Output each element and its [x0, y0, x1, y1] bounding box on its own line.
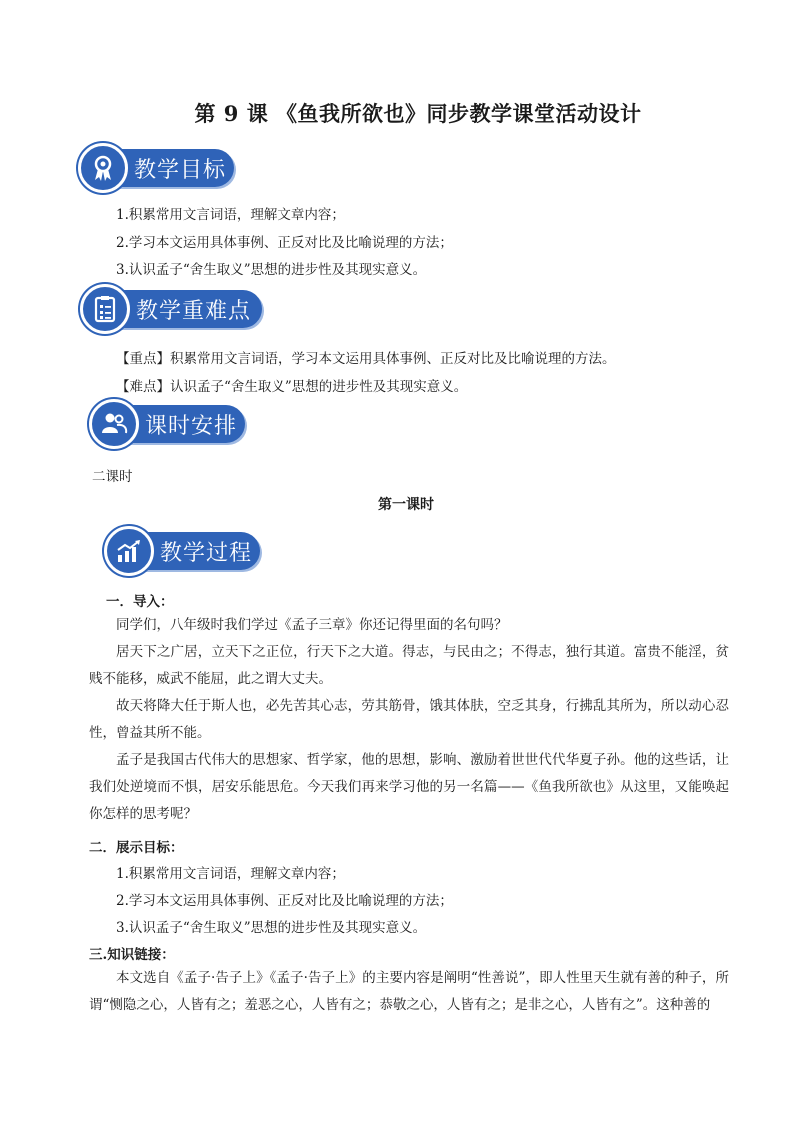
step2-item-2: 2.学习本文运用具体事例、正反对比及比喻说理的方法； [116, 893, 453, 909]
step2-item-3: 3.认识孟子“舍生取义”思想的进步性及其现实意义。 [116, 920, 427, 936]
page-title: 第 9 课 《鱼我所欲也》同步教学课堂活动设计 [194, 101, 642, 126]
goals-heading: 教学目标 [134, 157, 227, 183]
step1-paragraph-4: 孟子是我国古代伟大的思想家、哲学家，他的思想，影响、激励着世世代代华夏子孙。他的这些话，让我们处逆境而不惧，居安乐能思危。今天我们再来学习他的另一名篇——《鱼我所欲也》从这里，又能唤起你怎样的思考呢？ [89, 752, 729, 822]
schedule-text: 二课时 [92, 469, 133, 485]
step3-heading: 三.知识链接： [89, 947, 175, 963]
growth-chart-icon [104, 526, 154, 576]
goal-item-1: 1.积累常用文言词语，理解文章内容； [116, 207, 345, 223]
schedule-heading: 课时安排 [145, 413, 238, 439]
step1-paragraph-2: 居天下之广居，立天下之正位，行天下之大道。得志，与民由之；不得志，独行其道。富贵不能淫，贫贱不能移，威武不能屈，此之谓大丈夫。 [89, 644, 729, 687]
step1-paragraph-3: 故天将降大任于斯人也，必先苦其心志，劳其筋骨，饿其体肤，空乏其身，行拂乱其所为，所以动心忍性，曾益其所不能。 [89, 698, 729, 741]
goal-item-2: 2.学习本文运用具体事例、正反对比及比喻说理的方法； [116, 235, 453, 251]
step3-paragraph: 本文选自《孟子·告子上》《孟子·告子上》的主要内容是阐明“性善说”，即人性里天生就有善的种子，所谓“恻隐之心，人皆有之；羞恶之心，人皆有之；恭敬之心，人皆有之；是非之心，人皆有之”。这种善的 [89, 970, 729, 1013]
key-points-heading: 教学重难点 [136, 298, 252, 324]
key-point-item-1: 【重点】积累常用文言词语，学习本文运用具体事例、正反对比及比喻说理的方法。 [116, 351, 616, 367]
process-badge [104, 532, 260, 570]
goal-item-3: 3.认识孟子“舍生取义”思想的进步性及其现实意义。 [116, 262, 427, 278]
step2-item-1: 1.积累常用文言词语，理解文章内容； [116, 866, 345, 882]
lesson-title: 第一课时 [378, 497, 434, 513]
goals-badge [78, 149, 234, 187]
key-points-badge [80, 290, 262, 328]
key-point-item-2: 【难点】认识孟子“舍生取义”思想的进步性及其现实意义。 [116, 379, 468, 395]
people-icon [89, 399, 139, 449]
process-heading: 教学过程 [160, 540, 253, 566]
step1-heading: 一．导入： [106, 594, 174, 610]
step1-paragraph-1: 同学们，八年级时我们学过《孟子三章》你还记得里面的名句吗？ [116, 617, 508, 633]
award-ribbon-icon [78, 143, 128, 193]
step2-heading: 二．展示目标： [89, 840, 184, 856]
checklist-icon [80, 284, 130, 334]
schedule-badge [89, 405, 245, 443]
